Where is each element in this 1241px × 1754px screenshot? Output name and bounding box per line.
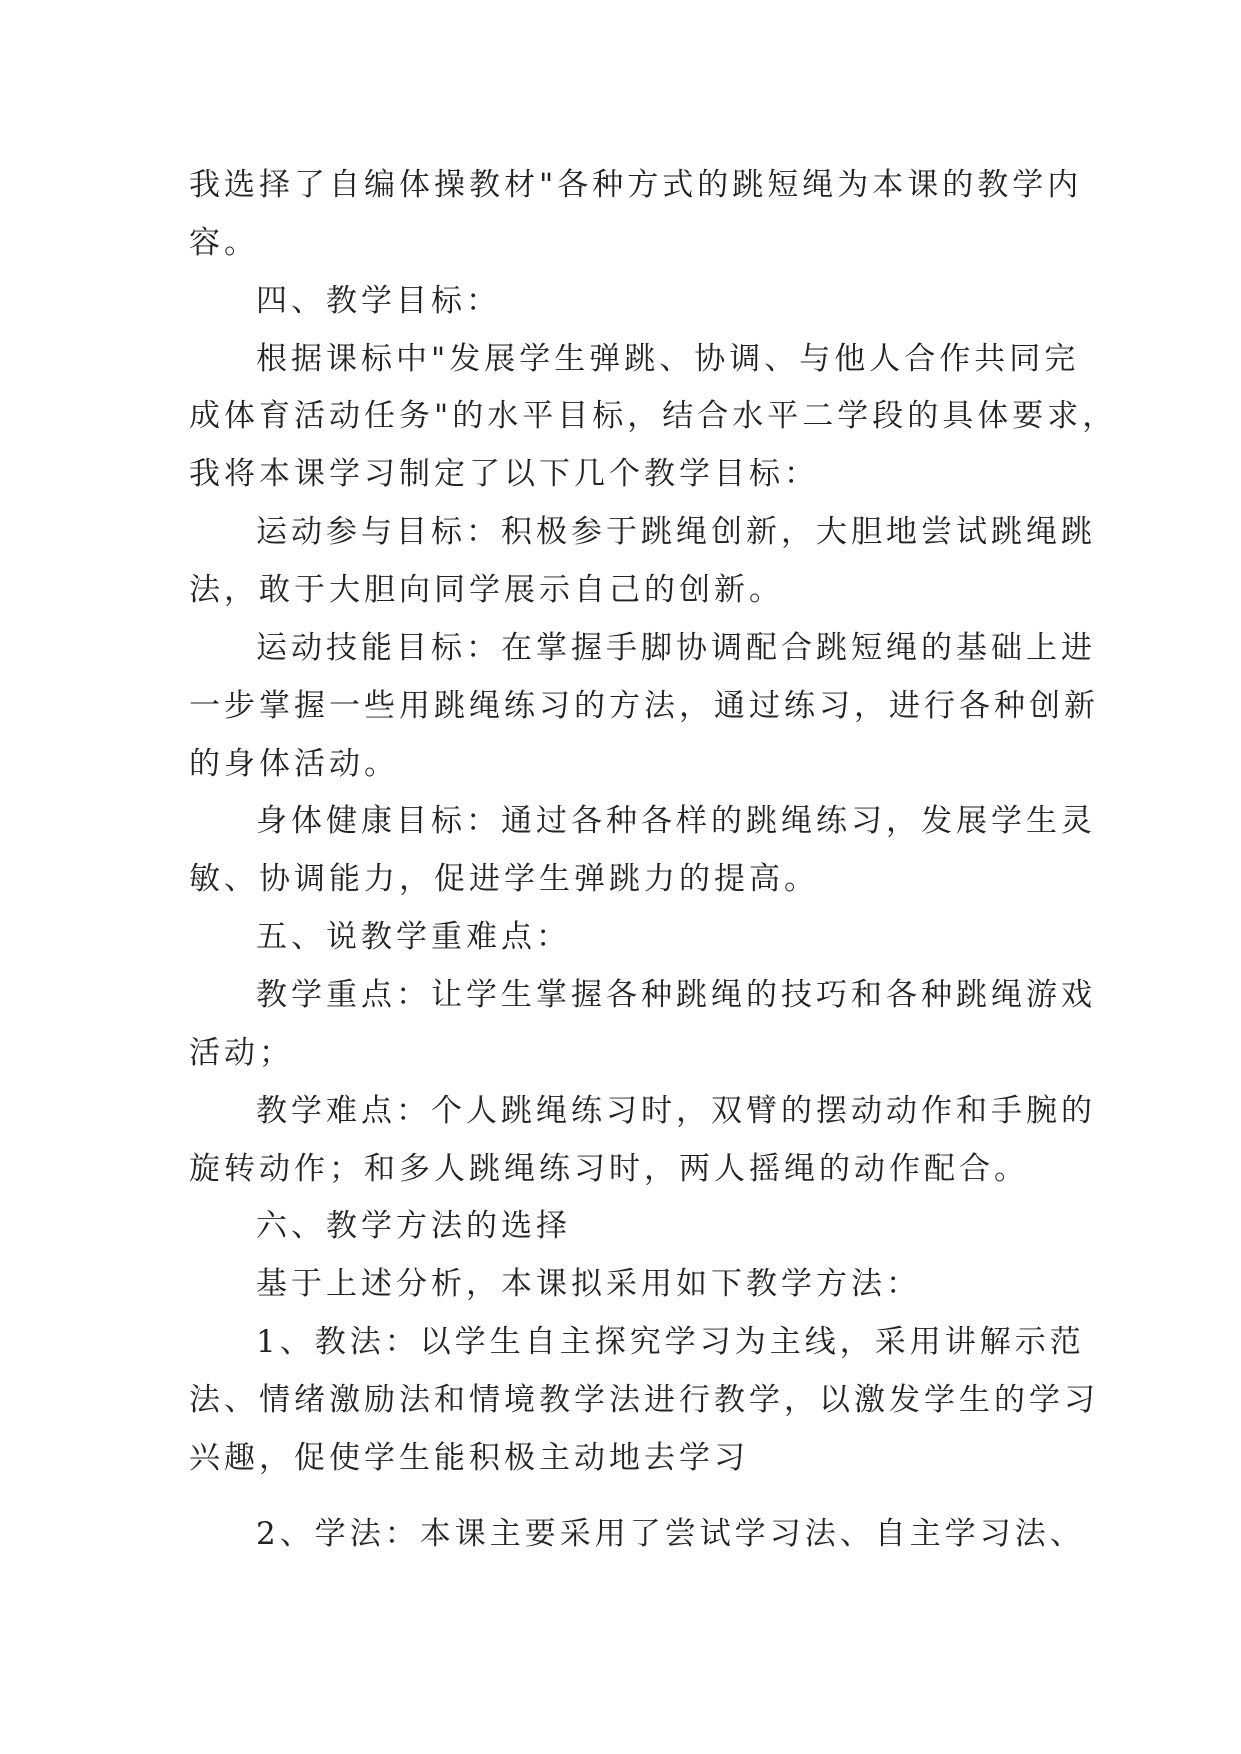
text-line: 我选择了自编体操教材"各种方式的跳短绳为本课的教学内 (189, 167, 1083, 203)
text-line: 教学重点：让学生掌握各种跳绳的技巧和各种跳绳游戏 (256, 977, 1096, 1013)
section-heading: 六、教学方法的选择 (256, 1208, 571, 1244)
section-heading: 四、教学目标： (256, 283, 501, 319)
text-line: 教学难点：个人跳绳练习时，双臂的摆动动作和手腕的 (256, 1093, 1096, 1129)
text-line: 法、情绪激励法和情境教学法进行教学，以激发学生的学习 (189, 1382, 1099, 1418)
text-line: 根据课标中"发展学生弹跳、协调、与他人合作共同完 (256, 341, 1080, 377)
text-line: 运动技能目标：在掌握手脚协调配合跳短绳的基础上进 (256, 630, 1096, 666)
text-line: 身体健康目标：通过各种各样的跳绳练习，发展学生灵 (256, 803, 1096, 839)
text-line: 我将本课学习制定了以下几个教学目标： (189, 456, 819, 492)
text-line: 容。 (189, 225, 259, 261)
text-line: 一步掌握一些用跳绳练习的方法，通过练习，进行各种创新 (189, 688, 1099, 724)
text-line: 兴趣，促使学生能积极主动地去学习 (189, 1440, 749, 1476)
text-line: 运动参与目标：积极参于跳绳创新，大胆地尝试跳绳跳 (256, 514, 1096, 550)
text-line: 2、学法：本课主要采用了尝试学习法、自主学习法、 (256, 1516, 1085, 1552)
text-line: 成体育活动任务"的水平目标，结合水平二学段的具体要求， (189, 398, 1118, 434)
text-line: 旋转动作；和多人跳绳练习时，两人摇绳的动作配合。 (189, 1151, 1029, 1187)
text-line: 法，敢于大胆向同学展示自己的创新。 (189, 572, 784, 608)
text-line: 敏、协调能力，促进学生弹跳力的提高。 (189, 861, 819, 897)
text-line: 1、教法：以学生自主探究学习为主线，采用讲解示范 (256, 1324, 1085, 1360)
text-line: 活动； (189, 1035, 294, 1071)
text-line: 基于上述分析，本课拟采用如下教学方法： (256, 1266, 921, 1302)
section-heading: 五、说教学重难点： (256, 919, 571, 955)
text-line: 的身体活动。 (189, 746, 399, 782)
